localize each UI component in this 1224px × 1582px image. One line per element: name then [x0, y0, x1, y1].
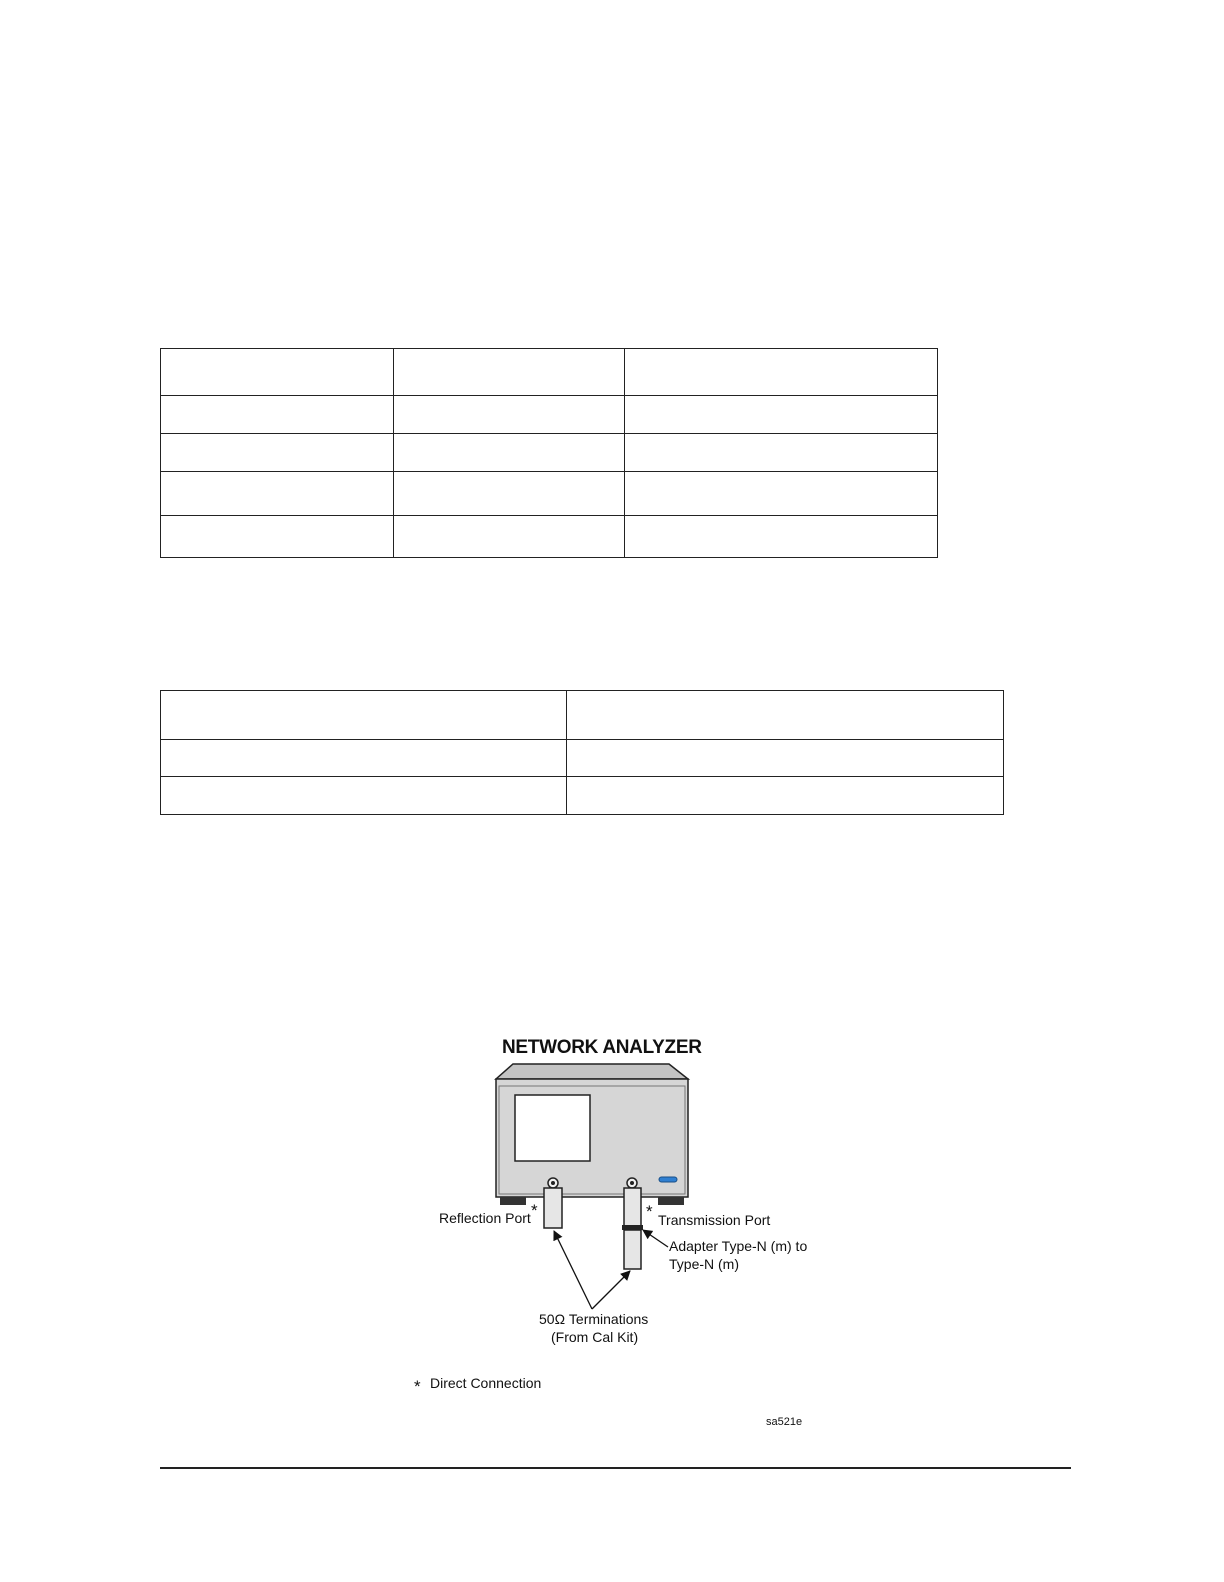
table-row: [161, 740, 1004, 777]
reflection-port-label: Reflection Port: [439, 1210, 531, 1226]
table-cell: [394, 396, 625, 434]
table-cell: [625, 516, 938, 558]
table-cell: [567, 691, 1004, 740]
analyzer-screen: [515, 1095, 590, 1161]
table-cell: [394, 516, 625, 558]
table-cell: [394, 434, 625, 472]
table-row: [161, 349, 938, 396]
adapter-coupling: [622, 1225, 643, 1230]
diagram-title: NETWORK ANALYZER: [502, 1037, 702, 1058]
table-cell: [625, 434, 938, 472]
table-cell: [161, 740, 567, 777]
reflection-connector-icon: [548, 1178, 558, 1188]
transmission-port-label: Transmission Port: [658, 1212, 771, 1228]
table-row: [161, 434, 938, 472]
reflection-asterisk: *: [531, 1201, 538, 1220]
table-cell: [394, 472, 625, 516]
table-cell: [161, 516, 394, 558]
transmission-termination: [624, 1188, 641, 1227]
table-cell: [394, 349, 625, 396]
table-row: [161, 472, 938, 516]
terminations-label-line1: 50Ω Terminations: [539, 1311, 649, 1327]
table-2: [160, 690, 1004, 815]
table-cell: [161, 434, 394, 472]
termination-arrow-left: [554, 1231, 592, 1309]
table-cell: [161, 396, 394, 434]
table-1: [160, 348, 938, 558]
adapter-label-line2: Type-N (m): [669, 1256, 739, 1272]
network-analyzer-instrument: [496, 1064, 688, 1205]
table-cell: [625, 396, 938, 434]
table-cell: [161, 691, 567, 740]
figure-id: sa521e: [766, 1416, 803, 1428]
adapter-arrow: [643, 1230, 668, 1247]
table-cell: [567, 777, 1004, 815]
termination-arrow-right: [592, 1271, 630, 1309]
table-cell: [625, 349, 938, 396]
table-row: [161, 691, 1004, 740]
table-row: [161, 516, 938, 558]
legend-asterisk: *: [414, 1377, 421, 1396]
adapter-label-line1: Adapter Type-N (m) to: [669, 1238, 808, 1254]
table-cell: [161, 472, 394, 516]
power-switch-icon: [659, 1177, 677, 1182]
legend-direct-connection: Direct Connection: [430, 1375, 542, 1391]
table-cell: [161, 777, 567, 815]
table-cell: [161, 349, 394, 396]
adapter-type-n: [624, 1230, 641, 1269]
reflection-termination: [544, 1188, 562, 1228]
transmission-connector-icon: [627, 1178, 637, 1188]
table-cell: [625, 472, 938, 516]
table-row: [161, 777, 1004, 815]
transmission-asterisk: *: [646, 1202, 653, 1221]
table-cell: [567, 740, 1004, 777]
footer-rule: [160, 1467, 1071, 1469]
terminations-label-line2: (From Cal Kit): [551, 1329, 639, 1345]
table-row: [161, 396, 938, 434]
